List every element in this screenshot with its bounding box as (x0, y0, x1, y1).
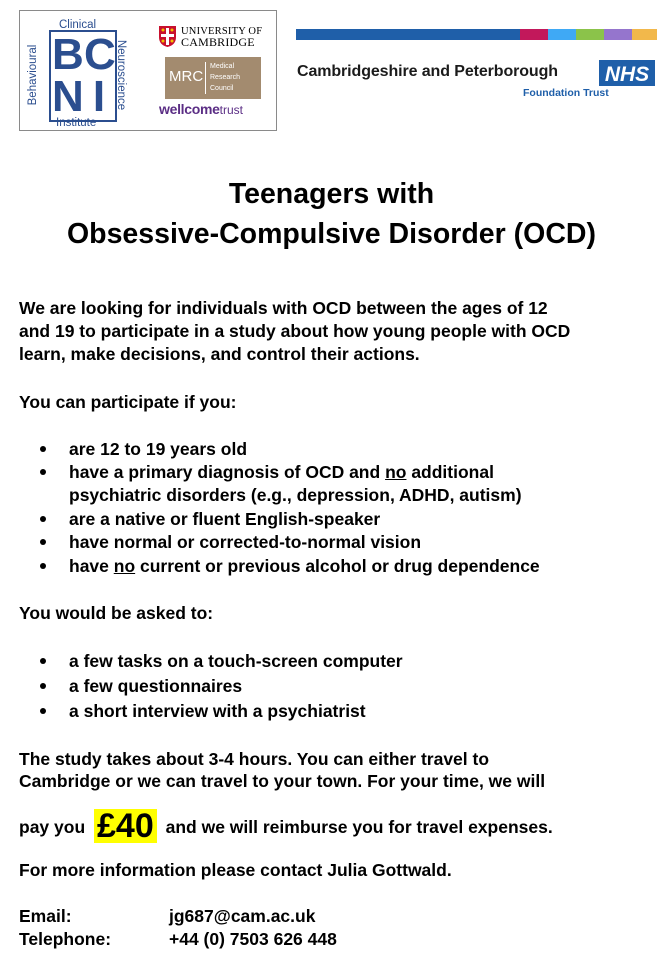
intro-line-2: and 19 to participate in a study about how young people with OCD (19, 321, 571, 341)
bcni-letter-c: C (84, 30, 116, 79)
wellcome-trust-logo (159, 101, 243, 119)
mrc-divider (205, 62, 206, 94)
contact-line: For more information please contact Julia Gottwald. (19, 860, 452, 880)
eligibility-item-age: are 12 to 19 years old (69, 439, 248, 459)
task-item-touchscreen: a few tasks on a touch-screen computer (69, 651, 403, 671)
bcni-top-label: Clinical (59, 19, 97, 31)
mrc-line2: Research (210, 74, 240, 81)
eligibility-dependence-post: current or previous alcohol or drug dependence (135, 556, 540, 576)
eligibility-item-english: are a native or fluent English-speaker (69, 509, 381, 529)
email-value[interactable]: jg687@cam.ac.uk (169, 906, 316, 926)
bcni-right-label: Neuroscience (115, 39, 127, 111)
bullet-icon (40, 539, 46, 545)
nhs-trust-name: Cambridgeshire and Peterborough (297, 63, 558, 80)
task-item-questionnaires: a few questionnaires (69, 676, 243, 696)
bcni-bottom-label: Institute (56, 117, 97, 129)
page-title-line1: Teenagers with (228, 178, 435, 210)
nhs-logo-icon (599, 60, 655, 86)
eligibility-heading: You can participate if you: (19, 392, 237, 412)
telephone-value[interactable]: +44 (0) 7503 626 448 (169, 929, 337, 949)
mrc-line1: Medical (210, 63, 235, 70)
payment-pre: pay you (19, 817, 86, 837)
bullet-icon (40, 563, 46, 569)
bullet-icon (40, 658, 46, 664)
bullet-icon (40, 683, 46, 689)
task-item-interview: a short interview with a psychiatrist (69, 701, 366, 721)
bcni-left-label: Behavioural (27, 44, 39, 106)
payment-line-1: The study takes about 3-4 hours. You can either travel to (19, 749, 490, 769)
cambridge-line2: CAMBRIDGE (181, 35, 255, 49)
page-title-line2: Obsessive-Compulsive Disorder (OCD) (67, 218, 596, 250)
bullet-icon (40, 446, 46, 452)
payment-amount-badge: £40 (94, 809, 157, 843)
tasks-heading: You would be asked to: (19, 603, 214, 623)
stripe-segment (604, 29, 632, 40)
stripe-segment (352, 29, 408, 40)
bcni-letter-n: N (52, 72, 84, 121)
eligibility-dependence-pre: have (69, 556, 114, 576)
nhs-trust-subtitle: Foundation Trust (523, 87, 609, 99)
eligibility-item-vision: have normal or corrected-to-normal vision (69, 532, 422, 552)
payment-line-3 (19, 809, 553, 843)
intro-line-3: learn, make decisions, and control their actions. (19, 344, 420, 364)
bullet-icon (40, 516, 46, 522)
stripe-segment (520, 29, 548, 40)
payment-line-2: Cambridge or we can travel to your town. For your time, we will (19, 771, 546, 791)
eligibility-item-diagnosis-cont: psychiatric disorders (e.g., depression, ADHD, autism) (69, 485, 522, 505)
eligibility-diagnosis-post: additional (406, 462, 494, 482)
eligibility-item-dependence (69, 555, 540, 578)
telephone-label: Telephone: (19, 929, 112, 949)
stripe-segment (464, 29, 520, 40)
stripe-segment (576, 29, 604, 40)
cambridge-crest-icon (158, 25, 177, 48)
eligibility-diagnosis-pre: have a primary diagnosis of OCD and (69, 462, 386, 482)
emphasis-no: no (385, 462, 407, 482)
bcni-logo (26, 19, 138, 129)
stripe-segment (408, 29, 464, 40)
bcni-letter-b: B (52, 30, 84, 79)
mrc-logo (165, 57, 261, 99)
nhs-color-stripe (296, 29, 657, 40)
payment-post: and we will reimburse you for travel expenses. (165, 817, 553, 837)
nhs-badge-text: NHS (604, 63, 650, 86)
wellcome-light: trust (219, 103, 243, 117)
intro-line-1: We are looking for individuals with OCD between the ages of 12 (19, 298, 548, 318)
institution-logos (19, 10, 277, 131)
eligibility-item-diagnosis (69, 461, 494, 484)
stripe-segment (296, 29, 352, 40)
mrc-line3: Council (210, 85, 234, 92)
cambridge-line1: UNIVERSITY OF (181, 26, 263, 37)
bullet-icon (40, 708, 46, 714)
bcni-letter-i: I (92, 72, 106, 121)
bullet-icon (40, 469, 46, 475)
emphasis-no: no (113, 556, 136, 576)
wellcome-bold: wellcome (159, 101, 220, 117)
mrc-abbr: MRC (169, 68, 204, 85)
email-label: Email: (19, 906, 72, 926)
stripe-segment (632, 29, 657, 40)
stripe-segment (548, 29, 576, 40)
